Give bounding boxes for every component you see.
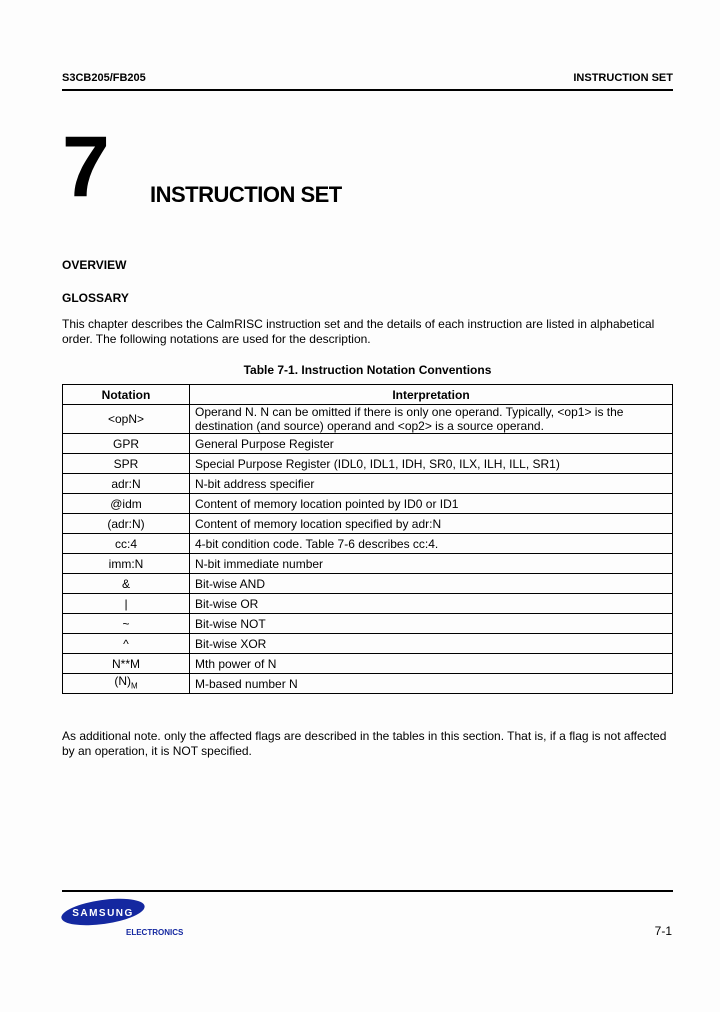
notation-cell — [63, 434, 190, 454]
notation-cell — [63, 574, 190, 594]
notation-text: & — [121, 576, 130, 591]
notation-cell — [63, 654, 190, 674]
table-row — [63, 514, 673, 534]
notation-table — [62, 384, 673, 694]
notation-text: adr:N — [111, 476, 141, 491]
table-row — [63, 674, 673, 694]
interpretation-cell: Bit-wise OR — [190, 594, 673, 614]
notation-cell — [63, 554, 190, 574]
page-number: 7-1 — [654, 924, 672, 938]
table-row — [63, 494, 673, 514]
notation-text: ^ — [123, 636, 129, 651]
notation-text: (adr:N) — [107, 516, 145, 531]
header-left: S3CB205/FB205 — [62, 72, 146, 84]
notation-cell — [63, 494, 190, 514]
table-row — [63, 594, 673, 614]
interpretation-cell: Mth power of N — [190, 654, 673, 674]
table-row — [63, 405, 673, 434]
notation-text: @idm — [110, 496, 142, 511]
table-row — [63, 614, 673, 634]
header-rule — [62, 89, 673, 91]
notation-text: imm:N — [108, 556, 144, 571]
interpretation-cell: M-based number N — [190, 674, 673, 694]
interpretation-cell: Bit-wise AND — [190, 574, 673, 594]
table-row — [63, 454, 673, 474]
interpretation-cell: 4-bit condition code. Table 7-6 describes cc:4. — [190, 534, 673, 554]
table-row — [63, 474, 673, 494]
notation-text: N**M — [111, 656, 140, 671]
notation-cell — [63, 405, 190, 434]
footer-rule — [62, 890, 673, 892]
column-header: Notation — [63, 385, 190, 405]
notation-text: (N) — [114, 674, 131, 688]
samsung-logo — [60, 897, 150, 929]
chapter-number: 7 — [62, 119, 110, 215]
notation-text: GPR — [112, 436, 139, 451]
notation-text: | — [124, 596, 128, 611]
column-header: Interpretation — [190, 385, 673, 405]
interpretation-cell: N-bit address specifier — [190, 474, 673, 494]
table-row — [63, 534, 673, 554]
overview-heading: OVERVIEW — [62, 258, 127, 272]
interpretation-cell: Operand N. N can be omitted if there is only one operand. Typically, <op1> is the destination (and source) operand and <op2> is a source operand. — [190, 405, 673, 434]
header-right: INSTRUCTION SET — [573, 72, 673, 84]
interpretation-cell: Bit-wise XOR — [190, 634, 673, 654]
notation-cell — [63, 474, 190, 494]
notation-cell — [63, 614, 190, 634]
notation-text: SPR — [113, 456, 139, 471]
table-row — [63, 434, 673, 454]
note-paragraph: As additional note. only the affected flags are described in the tables in this section. That is, if a flag is not affected by an operation, it is NOT specified. — [62, 729, 667, 758]
logo-subtitle: ELECTRONICS — [126, 928, 184, 937]
notation-text: cc:4 — [114, 536, 137, 551]
notation-cell — [63, 594, 190, 614]
notation-cell — [63, 514, 190, 534]
table-row — [63, 554, 673, 574]
notation-text: <opN> — [107, 412, 145, 426]
interpretation-cell: General Purpose Register — [190, 434, 673, 454]
notation-text: ~ — [122, 616, 130, 631]
subscript: M — [131, 681, 138, 691]
chapter-title: INSTRUCTION SET — [150, 182, 342, 207]
interpretation-cell: Special Purpose Register (IDL0, IDL1, IDH, SR0, ILX, ILH, ILL, SR1) — [190, 454, 673, 474]
notation-cell — [63, 534, 190, 554]
interpretation-cell: Bit-wise NOT — [190, 614, 673, 634]
interpretation-cell: N-bit immediate number — [190, 554, 673, 574]
notation-cell — [63, 634, 190, 654]
notation-cell — [63, 454, 190, 474]
intro-paragraph: This chapter describes the CalmRISC instruction set and the details of each instruction are listed in alphabetical order. The following notations are used for the description. — [62, 317, 655, 346]
table-row — [63, 654, 673, 674]
notation-cell — [63, 674, 190, 694]
table-row — [63, 574, 673, 594]
interpretation-cell: Content of memory location pointed by ID0 or ID1 — [190, 494, 673, 514]
table-caption: Table 7-1. Instruction Notation Conventions — [243, 363, 492, 377]
glossary-heading: GLOSSARY — [62, 291, 129, 305]
interpretation-cell: Content of memory location specified by adr:N — [190, 514, 673, 534]
svg-text:SAMSUNG: SAMSUNG — [72, 908, 134, 919]
table-row — [63, 634, 673, 654]
